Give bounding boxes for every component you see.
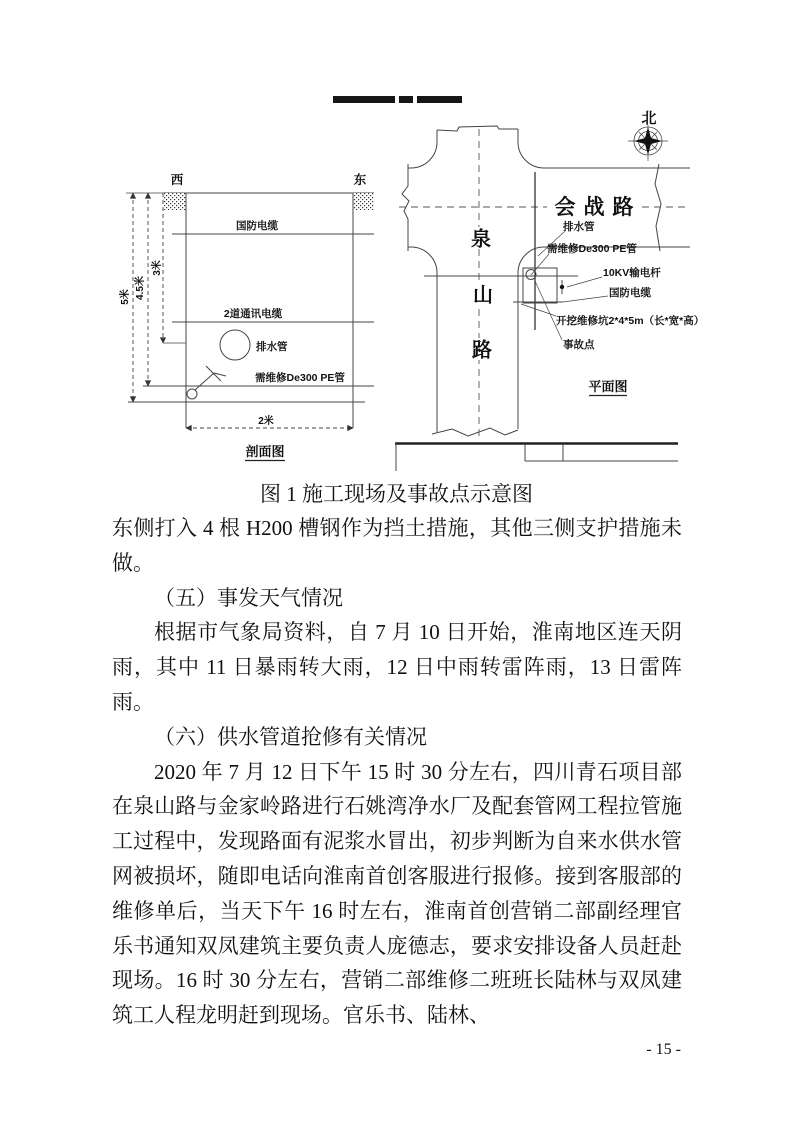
power-pole-label: 10KV输电杆 xyxy=(603,267,661,279)
pe-pipe-label: 需维修De300 PE管 xyxy=(255,372,345,384)
drain-pipe-circle xyxy=(220,330,250,360)
dim-3m-label: 3米 xyxy=(152,260,163,276)
road-quanshan-char-3: 路 xyxy=(472,339,492,362)
dim-5m-label: 5米 xyxy=(120,289,131,305)
north-label: 北 xyxy=(641,110,657,127)
road-break-left xyxy=(402,164,409,251)
comm-cables-label: 2道通讯电缆 xyxy=(223,308,283,320)
road-break-right xyxy=(655,164,661,251)
repair-pit-rect xyxy=(523,268,557,303)
road-break-bottom xyxy=(432,428,518,436)
plan-drain-pipe-label: 排水管 xyxy=(563,221,595,233)
section-heading: （六）供水管道抢修有关情况 xyxy=(154,724,427,749)
body-paragraph: 2020 年 7 月 12 日下午 15 时 30 分左右，四川青石项目部在泉山路与金家岭路进行石姚湾净水厂及配套管网工程拉管施工过程中，发现路面有泥浆水冒出，初步判断为自来水供水管网被损坏，随即电话向淮南首创客服进行报修。接到客服部的维修单后，当天下午 16 时左右，淮南首创营销二部副经理官乐书通知双凤建筑主要负责人庞德志，要求安排设备人员赶赴现场。16 时 30 分左右，营销二部维修二班班长陆林与双凤建筑工人程龙明赶到现场。官乐书、陆林、 xyxy=(112,759,682,1028)
defense-cable-label: 国防电缆 xyxy=(236,220,278,232)
east-label: 东 xyxy=(353,173,367,187)
illegible-drawing-title xyxy=(333,96,462,103)
body-paragraph: 东侧打入 4 根 H200 槽钢作为挡土措施，其他三侧支护措施未做。 xyxy=(112,516,682,575)
cross-section-texts xyxy=(118,172,367,461)
page-number: - 15 - xyxy=(646,1041,681,1058)
west-label: 西 xyxy=(170,173,184,187)
ground-hatch-right xyxy=(353,193,374,210)
power-pole-symbol xyxy=(560,280,564,294)
road-huizhan-label: 会战路 xyxy=(554,196,642,219)
plan-view-title: 平面图 xyxy=(588,379,628,394)
plan-view-texts xyxy=(470,110,704,396)
dim-2m-label: 2米 xyxy=(258,416,274,427)
document-body xyxy=(112,511,682,1033)
plan-defense-cable-label: 国防电缆 xyxy=(609,287,651,299)
section-heading: （五）事发天气情况 xyxy=(154,585,343,610)
road-centerlines xyxy=(399,129,690,437)
accident-point-label: 事故点 xyxy=(563,339,595,351)
drain-pipe-label: 排水管 xyxy=(256,341,288,353)
damaged-pipe-symbol xyxy=(187,366,226,399)
road-edges xyxy=(402,126,690,436)
road-quanshan-char-2: 山 xyxy=(473,284,493,307)
ground-hatch-left xyxy=(163,193,186,210)
dim-4-5m-label: 4.5米 xyxy=(135,276,146,300)
figure-diagram xyxy=(0,85,793,477)
repair-pit-label: 开挖维修坑2*4*5m（长*宽*高） xyxy=(556,315,705,327)
road-quanshan-char-1: 泉 xyxy=(471,228,491,251)
title-block-fragment xyxy=(395,443,678,471)
cross-section-title: 剖面图 xyxy=(245,444,285,459)
figure-caption: 图 1 施工现场及事故点示意图 xyxy=(260,482,533,506)
body-paragraph: 根据市气象局资料，自 7 月 10 日开始，淮南地区连天阴雨，其中 11 日暴雨转大雨，12 日中雨转雷阵雨，13 日雷阵雨。 xyxy=(112,620,682,714)
plan-pe-pipe-label: 需维修De300 PE管 xyxy=(547,243,637,255)
north-compass-icon xyxy=(628,125,668,161)
road-break-top xyxy=(437,126,518,131)
